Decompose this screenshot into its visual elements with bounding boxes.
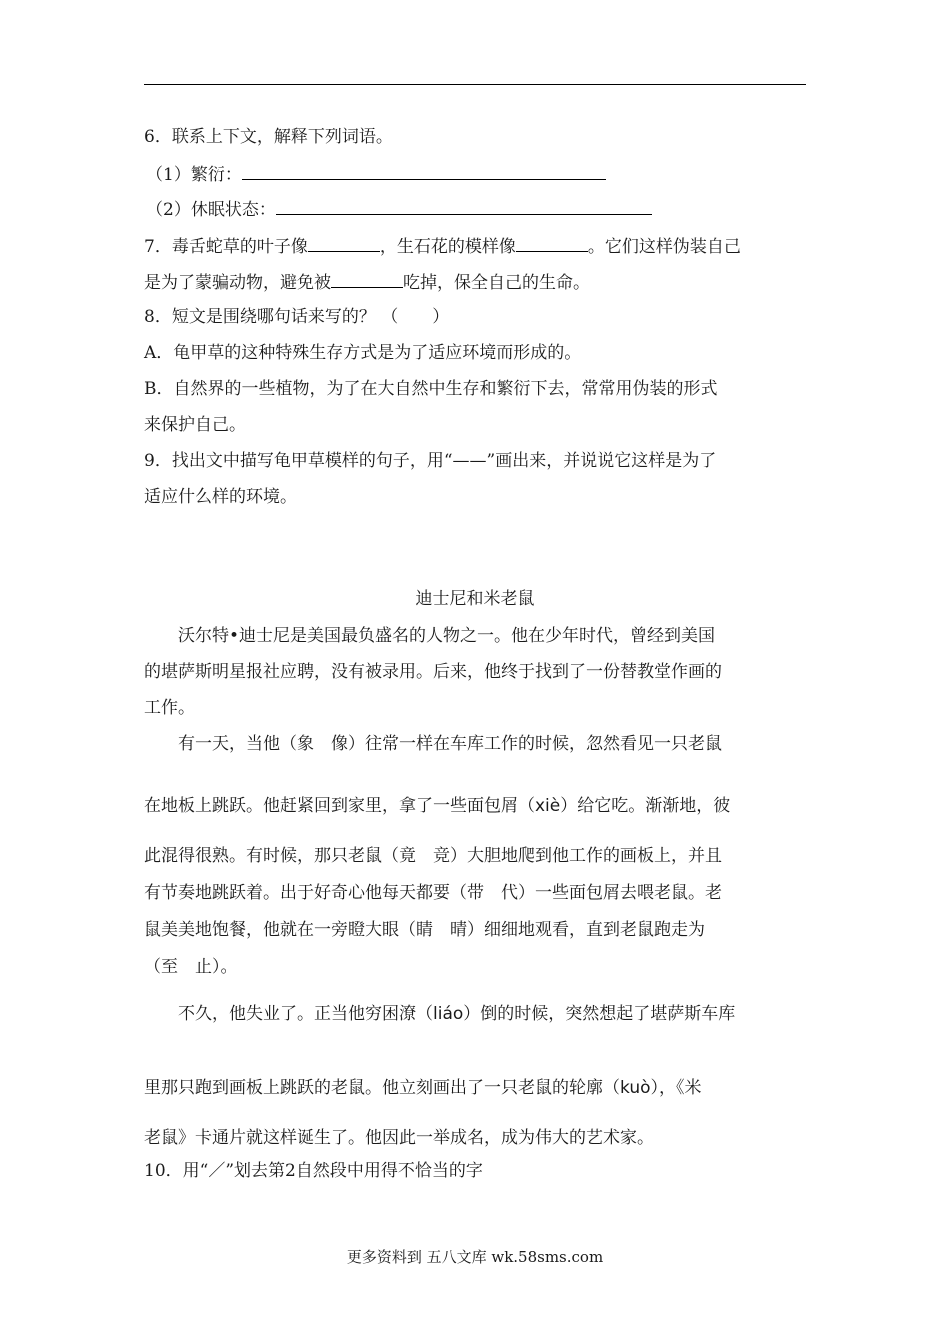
q10-stem: 10．用“／”划去第2自然段中用得不恰当的字 (144, 1161, 483, 1181)
q7-line1 (144, 234, 741, 258)
q8-stem: 8．短文是围绕哪句话来写的？ （ ） (144, 307, 450, 327)
p3-line2-text-b: ），《米 (650, 1078, 702, 1098)
q6-item2 (146, 197, 652, 221)
p1-line2: 的堪萨斯明星报社应聘，没有被录用。后来，他终于找到了一份替教堂作画的 (144, 662, 722, 682)
q8-option-b-line2[interactable]: 来保护自己。 (144, 415, 246, 435)
p3-line1 (178, 1003, 735, 1025)
p1-line3: 工作。 (144, 698, 195, 718)
q6-item1-blank[interactable] (242, 162, 606, 180)
q7-line2 (144, 270, 590, 294)
q7-text-a: 7．毒舌蛇草的叶子像 (144, 237, 308, 257)
pinyin-xie: xiè (535, 796, 561, 816)
q8-option-a[interactable]: A．龟甲草的这种特殊生存方式是为了适应环境而形成的。 (144, 343, 582, 363)
p2-line2-text-a: 在地板上跳跃。他赶紧回到家里，拿了一些面包屑（ (144, 796, 535, 816)
q7-text-e: 吃掉，保全自己的生命。 (403, 273, 590, 293)
p2-line2-text-b: ）给它吃。渐渐地，彼 (560, 796, 731, 816)
q9-line2: 适应什么样的环境。 (144, 487, 297, 507)
p2-line4: 有节奏地跳跃着。出于好奇心他每天都要（带 代）一些面包屑去喂老鼠。老 (144, 883, 722, 903)
q9-line1: 9．找出文中描写龟甲草模样的句子，用“——”画出来，并说说它这样是为了 (144, 451, 717, 471)
passage-title: 迪士尼和米老鼠 (415, 589, 535, 609)
q7-blank1[interactable] (308, 234, 380, 252)
q6-item2-label: （2）休眠状态： (146, 200, 276, 220)
q7-blank3[interactable] (331, 270, 403, 288)
q7-blank2[interactable] (516, 234, 588, 252)
p3-line1-text-b: ）倒的时候，突然想起了堪萨斯车库 (463, 1004, 736, 1024)
q6-stem: 6．联系上下文，解释下列词语。 (144, 127, 393, 147)
q7-text-c: 。它们这样伪装自己 (587, 237, 741, 257)
p2-line5: 鼠美美地饱餐，他就在一旁瞪大眼（睛 晴）细细地观看，直到老鼠跑走为 (144, 920, 705, 940)
q6-item2-blank[interactable] (276, 197, 652, 215)
q8-option-b-line1[interactable]: B．自然界的一些植物，为了在大自然中生存和繁衍下去，常常用伪装的形式 (144, 379, 718, 399)
q6-item1 (146, 162, 606, 186)
p3-line1-text-a: 不久，他失业了。正当他穷困潦（ (178, 1004, 433, 1024)
p2-line3: 此混得很熟。有时候，那只老鼠（竟 竞）大胆地爬到他工作的画板上，并且 (144, 846, 722, 866)
q6-item1-label: （1）繁衍： (146, 165, 242, 185)
q7-text-b: ，生石花的模样像 (379, 237, 516, 257)
footer-text[interactable]: 更多资料到 五八文库 wk.58sms.com (346, 1248, 604, 1266)
pinyin-liao: liáo (433, 1004, 464, 1024)
p2-line2 (144, 795, 730, 817)
header-rule (144, 84, 806, 85)
pinyin-kuo: kuò (620, 1078, 651, 1098)
p1-line1: 沃尔特•迪士尼是美国最负盛名的人物之一。他在少年时代，曾经到美国 (178, 626, 716, 646)
p2-line6: （至 止）。 (144, 957, 238, 977)
p3-line2-text-a: 里那只跑到画板上跳跃的老鼠。他立刻画出了一只老鼠的轮廓（ (144, 1078, 620, 1098)
p3-line3: 老鼠》卡通片就这样诞生了。他因此一举成名，成为伟大的艺术家。 (144, 1128, 654, 1148)
q7-text-d: 是为了蒙骗动物，避免被 (144, 273, 331, 293)
p3-line2 (144, 1077, 702, 1099)
p2-line1: 有一天，当他（象 像）往常一样在车库工作的时候，忽然看见一只老鼠 (178, 734, 722, 754)
